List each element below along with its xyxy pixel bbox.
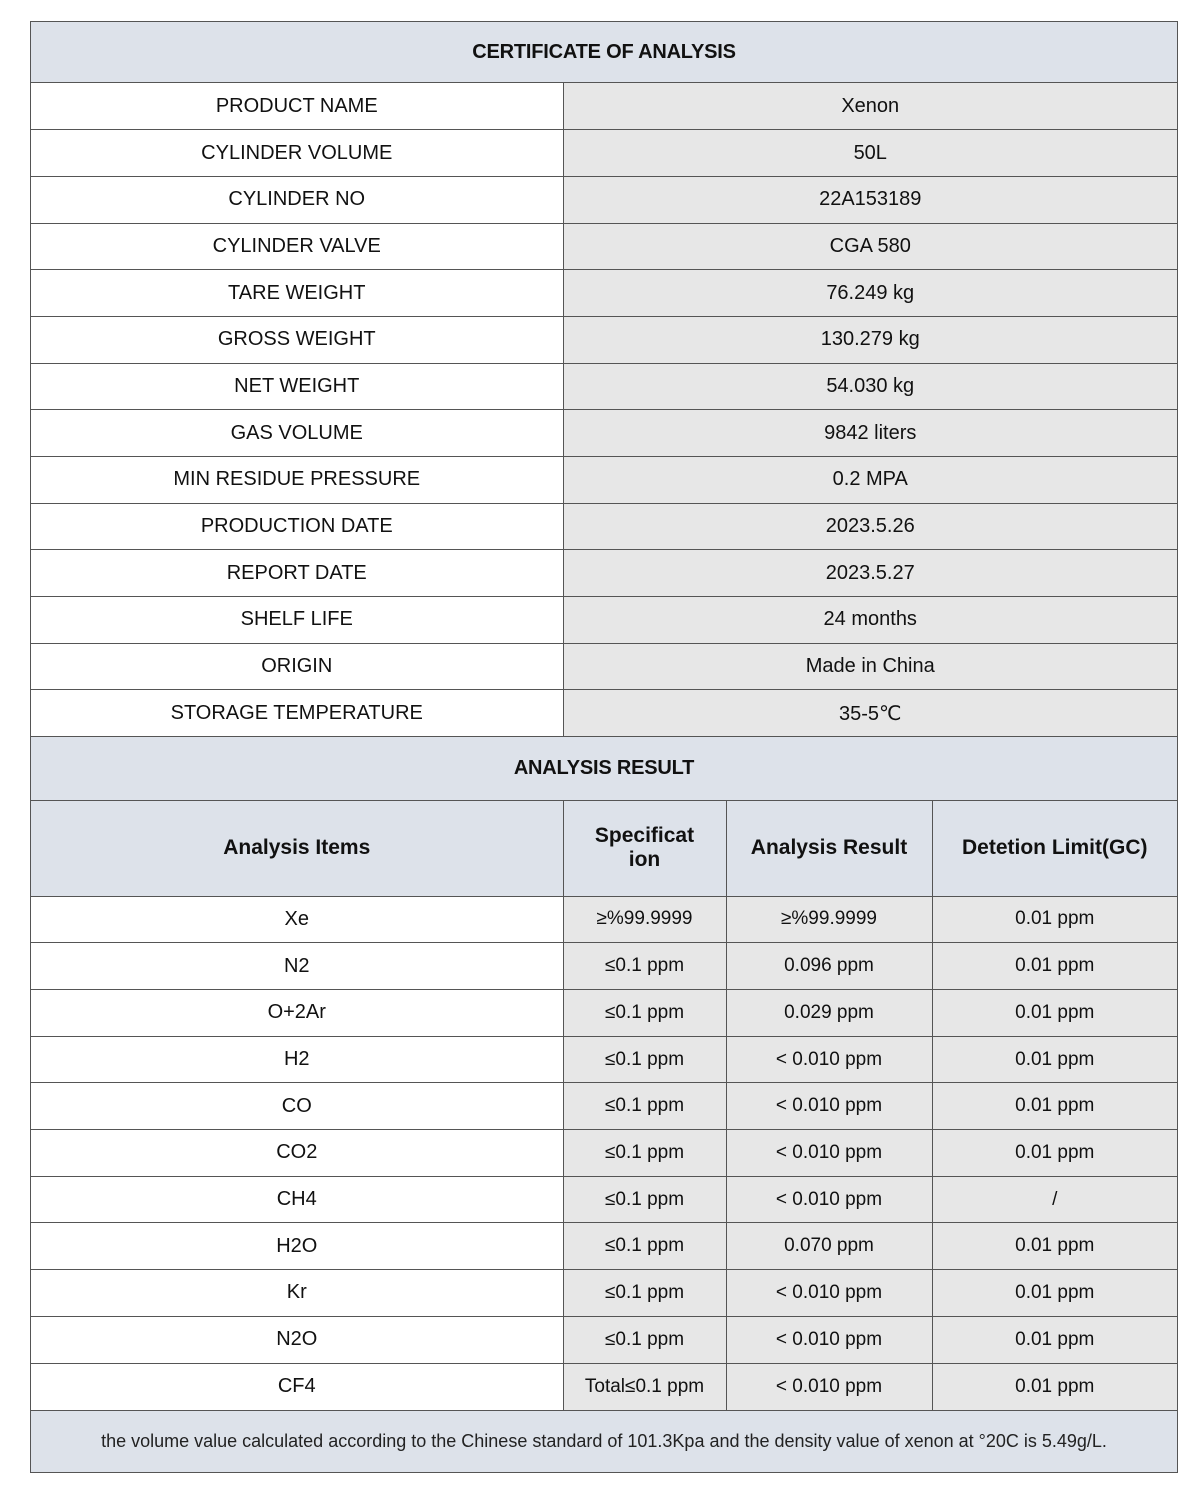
specification-cell: ≥%99.9999 (563, 896, 726, 943)
analysis-row (31, 1363, 1177, 1410)
analysis-result-cell: < 0.010 ppm (726, 1316, 932, 1363)
analysis-table (31, 801, 1177, 1410)
info-value: 22A153189 (563, 176, 1177, 223)
analysis-result-cell: < 0.010 ppm (726, 1176, 932, 1223)
info-row (31, 550, 1177, 597)
info-value: 2023.5.26 (563, 503, 1177, 550)
analysis-result-title: ANALYSIS RESULT (31, 737, 1177, 801)
header-specification: Specificat ion (563, 801, 726, 896)
analysis-row (31, 1083, 1177, 1130)
analysis-result-cell: < 0.010 ppm (726, 1270, 932, 1317)
analysis-row (31, 990, 1177, 1037)
info-label: TARE WEIGHT (31, 270, 563, 317)
analysis-row (31, 1270, 1177, 1317)
header-analysis-result: Analysis Result (726, 801, 932, 896)
product-info-body (31, 83, 1177, 737)
specification-cell: ≤0.1 ppm (563, 1270, 726, 1317)
analysis-result-cell: ≥%99.9999 (726, 896, 932, 943)
analysis-row (31, 943, 1177, 990)
analysis-item: CH4 (31, 1176, 563, 1223)
analysis-row (31, 896, 1177, 943)
info-label: PRODUCT NAME (31, 83, 563, 130)
detection-limit-cell: 0.01 ppm (932, 1130, 1177, 1177)
info-label: PRODUCTION DATE (31, 503, 563, 550)
specification-cell: ≤0.1 ppm (563, 1316, 726, 1363)
analysis-item: H2 (31, 1036, 563, 1083)
specification-cell: ≤0.1 ppm (563, 1036, 726, 1083)
detection-limit-cell: / (932, 1176, 1177, 1223)
analysis-result-cell: 0.096 ppm (726, 943, 932, 990)
info-label: ORIGIN (31, 643, 563, 690)
analysis-item: Xe (31, 896, 563, 943)
info-label: MIN RESIDUE PRESSURE (31, 457, 563, 504)
analysis-row (31, 1036, 1177, 1083)
info-value: 2023.5.27 (563, 550, 1177, 597)
info-label: NET WEIGHT (31, 363, 563, 410)
detection-limit-cell: 0.01 ppm (932, 943, 1177, 990)
info-label: CYLINDER VOLUME (31, 130, 563, 177)
detection-limit-cell: 0.01 ppm (932, 1083, 1177, 1130)
info-label: CYLINDER NO (31, 176, 563, 223)
info-label: STORAGE TEMPERATURE (31, 690, 563, 737)
analysis-item: O+2Ar (31, 990, 563, 1037)
info-value: Xenon (563, 83, 1177, 130)
info-value: CGA 580 (563, 223, 1177, 270)
info-row (31, 597, 1177, 644)
detection-limit-cell: 0.01 ppm (932, 896, 1177, 943)
info-value: 0.2 MPA (563, 457, 1177, 504)
info-label: CYLINDER VALVE (31, 223, 563, 270)
analysis-row (31, 1130, 1177, 1177)
detection-limit-cell: 0.01 ppm (932, 1036, 1177, 1083)
info-row (31, 503, 1177, 550)
info-value: 50L (563, 130, 1177, 177)
analysis-row (31, 1176, 1177, 1223)
info-label: GROSS WEIGHT (31, 316, 563, 363)
analysis-item: Kr (31, 1270, 563, 1317)
info-row (31, 270, 1177, 317)
info-row (31, 363, 1177, 410)
info-row (31, 457, 1177, 504)
analysis-item: CO (31, 1083, 563, 1130)
header-analysis-items: Analysis Items (31, 801, 563, 896)
detection-limit-cell: 0.01 ppm (932, 1270, 1177, 1317)
detection-limit-cell: 0.01 ppm (932, 1316, 1177, 1363)
info-row (31, 316, 1177, 363)
info-value: 35-5℃ (563, 690, 1177, 737)
info-value: 9842 liters (563, 410, 1177, 457)
certificate-sheet (30, 21, 1178, 1473)
detection-limit-cell: 0.01 ppm (932, 1363, 1177, 1410)
info-row (31, 223, 1177, 270)
analysis-item: N2O (31, 1316, 563, 1363)
analysis-item: H2O (31, 1223, 563, 1270)
info-label: REPORT DATE (31, 550, 563, 597)
certificate-title: CERTIFICATE OF ANALYSIS (31, 22, 1177, 83)
info-row (31, 130, 1177, 177)
specification-cell: ≤0.1 ppm (563, 990, 726, 1037)
analysis-result-cell: 0.070 ppm (726, 1223, 932, 1270)
info-label: SHELF LIFE (31, 597, 563, 644)
info-row (31, 690, 1177, 737)
info-value: 76.249 kg (563, 270, 1177, 317)
analysis-result-cell: < 0.010 ppm (726, 1083, 932, 1130)
analysis-row (31, 1223, 1177, 1270)
detection-limit-cell: 0.01 ppm (932, 990, 1177, 1037)
analysis-item: N2 (31, 943, 563, 990)
info-label: GAS VOLUME (31, 410, 563, 457)
analysis-result-cell: < 0.010 ppm (726, 1363, 932, 1410)
info-row (31, 83, 1177, 130)
footnote: the volume value calculated according to the Chinese standard of 101.3Kpa and the density value of xenon at °20C is 5.49g/L. (31, 1410, 1177, 1472)
specification-cell: ≤0.1 ppm (563, 1130, 726, 1177)
header-detection-limit: Detetion Limit(GC) (932, 801, 1177, 896)
analysis-result-cell: < 0.010 ppm (726, 1036, 932, 1083)
info-value: 130.279 kg (563, 316, 1177, 363)
specification-cell: Total≤0.1 ppm (563, 1363, 726, 1410)
info-row (31, 410, 1177, 457)
analysis-result-cell: 0.029 ppm (726, 990, 932, 1037)
specification-cell: ≤0.1 ppm (563, 1176, 726, 1223)
info-row (31, 176, 1177, 223)
info-value: 54.030 kg (563, 363, 1177, 410)
product-info-table (31, 83, 1177, 737)
specification-cell: ≤0.1 ppm (563, 943, 726, 990)
detection-limit-cell: 0.01 ppm (932, 1223, 1177, 1270)
specification-cell: ≤0.1 ppm (563, 1083, 726, 1130)
info-row (31, 643, 1177, 690)
analysis-body (31, 896, 1177, 1410)
analysis-row (31, 1316, 1177, 1363)
info-value: Made in China (563, 643, 1177, 690)
analysis-header-row (31, 801, 1177, 896)
specification-cell: ≤0.1 ppm (563, 1223, 726, 1270)
analysis-result-cell: < 0.010 ppm (726, 1130, 932, 1177)
info-value: 24 months (563, 597, 1177, 644)
analysis-item: CF4 (31, 1363, 563, 1410)
analysis-item: CO2 (31, 1130, 563, 1177)
